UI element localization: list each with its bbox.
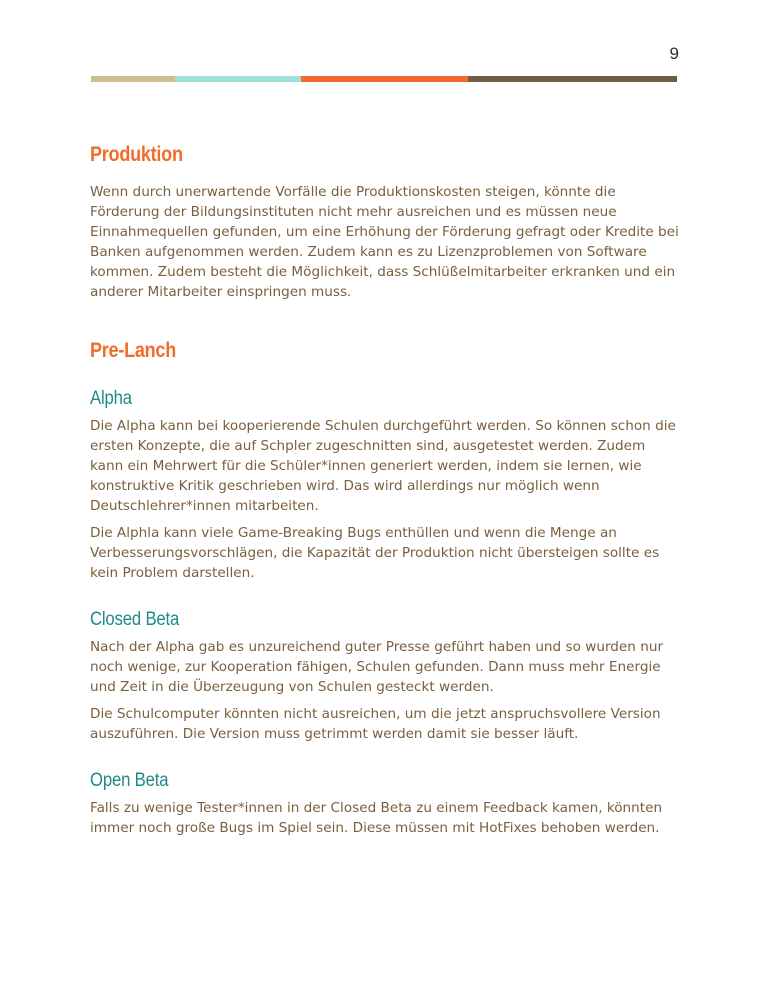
paragraph-alpha-1: Die Alpha kann bei kooperierende Schulen durchgeführt werden. So können schon die ersten Konzepte, die auf Schpler zugeschnitten sind, ausgetestet werden. Zudem kann ein Mehrwert für die Schüler*innen generiert werden, indem sie lernen, wie konstruktive Kritik geschrieben wird. Das wird allerdings nur möglich wenn Deutschlehrer*innen mitarbeiten. (90, 418, 676, 514)
paragraph-open-beta-1: Falls zu wenige Tester*innen in der Closed Beta zu einem Feedback kamen, könnten immer noch große Bugs im Spiel sein. Diese müssen mit HotFixes behoben werden. (90, 800, 663, 836)
color-bar-segment-brown (468, 76, 677, 82)
paragraph-closed-beta-2: Die Schulcomputer könnten nicht ausreichen, um die jetzt anspruchsvollere Version auszuführen. Die Version muss getrimmt werden damit sie besser läuft. (90, 706, 661, 742)
page-content (90, 140, 682, 838)
heading-produktion: Produktion (90, 143, 183, 166)
paragraph-closed-beta-1: Nach der Alpha gab es unzureichend guter Presse geführt haben und so wurden nur noch wenige, zur Kooperation fähigen, Schulen gefunden. Dann muss mehr Energie und Zeit in die Überzeugung von Schulen gesteckt werden. (90, 639, 664, 695)
decorative-color-bar (91, 76, 677, 82)
heading-pre-launch: Pre-Lanch (90, 339, 176, 362)
paragraph-produktion: Wenn durch unerwartende Vorfälle die Produktionskosten steigen, könnte die Förderung der Bildungsinstituten nicht mehr ausreichen und es müssen neue Einnahmequellen gefunden, um eine Erhöhung der Förderung gefragt oder Kredite bei Banken aufgenommen werden. Zudem kann es zu Lizenzproblemen von Software kommen. Zudem besteht die Möglichkeit, dass Schlüßelmitarbeiter erkranken und ein anderer Mitarbeiter einspringen muss. (90, 184, 679, 300)
paragraph-alpha-2: Die Alphla kann viele Game-Breaking Bugs enthüllen und wenn die Menge an Verbesserungsvorschlägen, die Kapazität der Produktion nicht übersteigen sollte es kein Problem darstellen. (90, 525, 660, 581)
page-number: 9 (669, 44, 679, 63)
color-bar-segment-orange (301, 76, 468, 82)
subheading-closed-beta: Closed Beta (90, 609, 180, 630)
color-bar-segment-aqua (175, 76, 301, 82)
color-bar-segment-tan (91, 76, 175, 82)
subheading-alpha: Alpha (90, 388, 132, 409)
subheading-open-beta: Open Beta (90, 770, 169, 791)
